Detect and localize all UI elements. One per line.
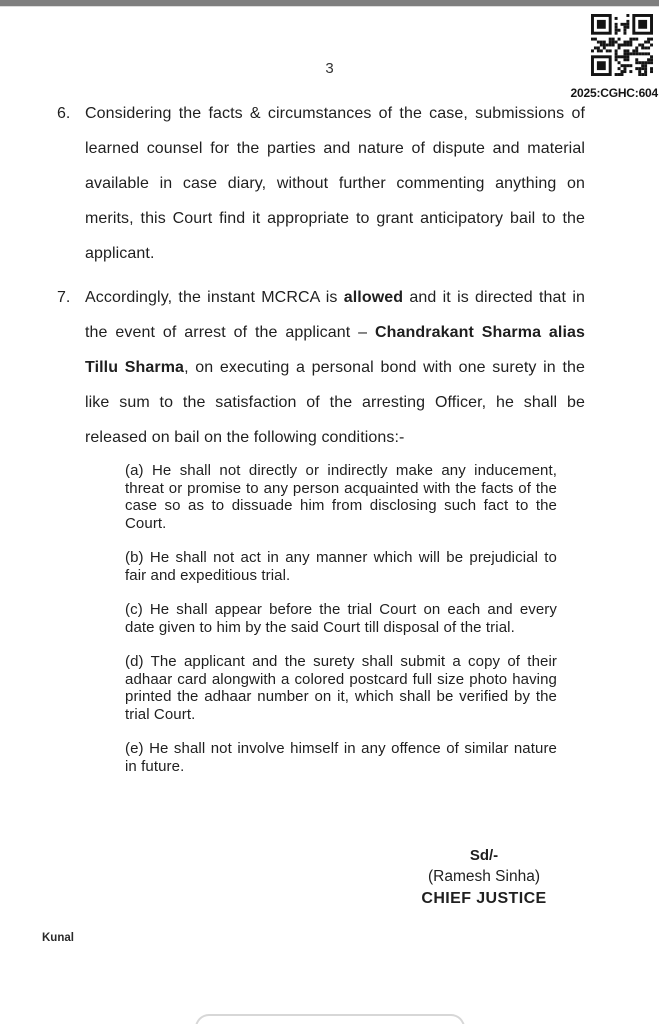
condition-item: (b) He shall not act in any manner which will be prejudicial to fair and expeditious trial. (125, 549, 557, 584)
judge-name: (Ramesh Sinha) (428, 868, 540, 885)
paragraph-number: 7. (57, 289, 71, 306)
paragraph-text: Accordingly, the instant MCRCA is allowed and it is directed that in the event of arrest of the applicant – Chandrakant Sharma alias Tillu Sharma, on executing a personal bond with one surety in the like sum to the satisfaction of the arresting Officer, he shall be released on bail on the following conditions:- (85, 289, 585, 446)
paragraph-item (57, 280, 585, 455)
paragraph-list (57, 96, 585, 455)
condition-item: (d) The applicant and the surety shall submit a copy of their adhaar card alongwith a colored postcard full size photo having printed the adhaar number on it, which shall be verified by the trial Court. (125, 653, 557, 723)
top-bar (0, 0, 659, 7)
paragraph-item (57, 96, 585, 271)
footer-author: Kunal (42, 932, 74, 944)
case-citation: 2025:CGHC:604 (570, 86, 658, 100)
signature-block (405, 845, 563, 910)
condition-item: (c) He shall appear before the trial Court on each and every date given to him by the said Court till disposal of the trial. (125, 601, 557, 636)
signature-sd-label: Sd/- (469, 847, 499, 864)
page-number: 3 (325, 60, 334, 77)
paragraph-text: Considering the facts & circumstances of the case, submissions of learned counsel for the parties and nature of dispute and material available in case diary, without further commenting anything on merits, this Court find it appropriate to grant anticipatory bail to the applicant. (85, 105, 585, 262)
bottom-sheet-edge (195, 1014, 465, 1024)
conditions-list (125, 462, 557, 775)
judge-title: CHIEF JUSTICE (421, 890, 547, 907)
qr-block (571, 14, 659, 100)
condition-item: (e) He shall not involve himself in any offence of similar nature in future. (125, 740, 557, 775)
document-body (57, 96, 585, 775)
paragraph-number: 6. (57, 105, 71, 122)
condition-item: (a) He shall not directly or indirectly make any inducement, threat or promise to any person acquainted with the facts of the case so as to dissuade him from disclosing such fact to the Court. (125, 462, 557, 532)
